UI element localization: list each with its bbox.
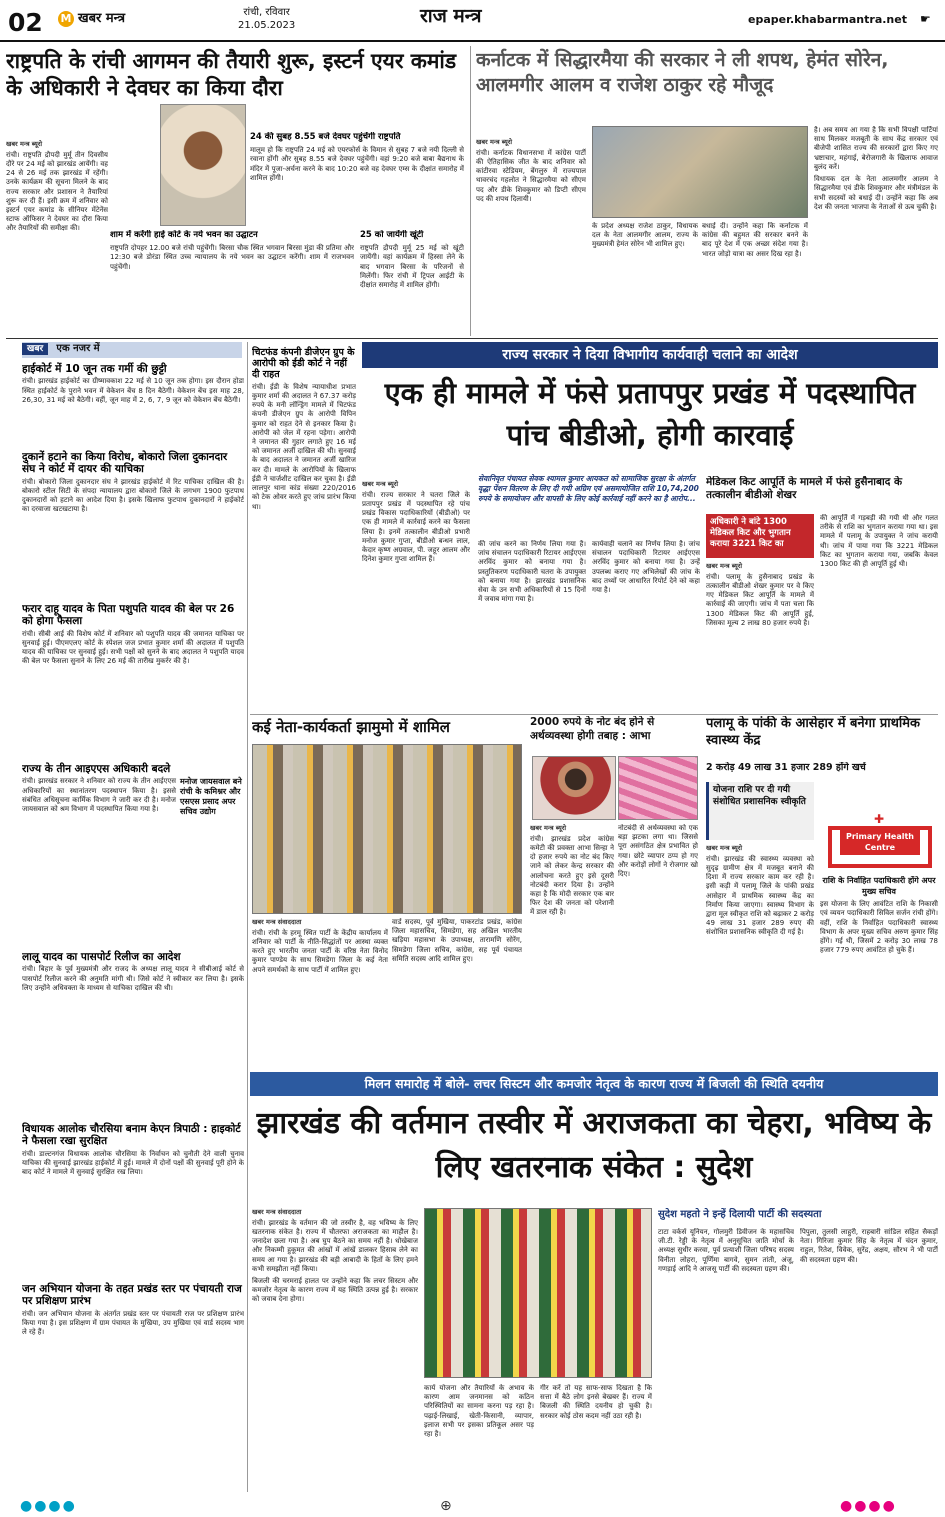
brief-title: लालू यादव का पासपोर्ट रिलीज का आदेश xyxy=(22,951,181,963)
medical-col1 xyxy=(706,562,814,712)
sudesh-subhead-box xyxy=(658,1208,938,1226)
sudesh-headline-box xyxy=(250,1102,938,1198)
jmm-col2-text: वार्ड सदस्य, पूर्व मुखिया, पाकरटांड प्रखंड, कांग्रेस जिला महासचिव, सिमडेगा, सह अखिल भारतीय खड़िया महासभा के उपाध्यक्ष, तारामणि सोरेंग, सिमडेगा जिला सचिव, कांग्रेस, सह पूर्व पंचायत समिति सदस्य आदि शामिल हुए। xyxy=(392,918,522,963)
story1-byline: खबर मन्त्र ब्यूरो xyxy=(6,140,43,148)
masthead xyxy=(0,0,945,42)
story1-sub3-body: राष्ट्रपति द्रौपदी मुर्मू 25 मई को खूंटी जायेंगी। वहां कार्यक्रम में हिस्सा लेने के बाद भगवान बिरसा के परिजनों से मिलेंगी। फिर रांची में ट्रिपल आईटी के दीक्षांत समारोह में शामिल होंगी। xyxy=(360,244,464,290)
palamu-caption: राशि के निर्वाहित पदाधिकारी होंगे अपर मुख्य सचिव xyxy=(822,876,936,896)
brief-header-bar xyxy=(22,342,242,358)
brand-text: खबर मन्त्र xyxy=(78,11,126,26)
bdo-byline: खबर मन्त्र ब्यूरो xyxy=(362,480,399,488)
column-rule xyxy=(247,342,248,1492)
section-title: राज मन्त्र xyxy=(420,5,482,27)
story1-sub1-body: मालूम हो कि राष्ट्रपति 24 मई को एयरफोर्स के विमान से सुबह 7 बजे नयी दिल्ली से रवाना होंगी और सुबह 8.55 बजे देवघर पहुंचेंगी। वहां 9:20 बजे बाबा बैद्यनाथ के मंदिर में पूजा-अर्चना करने के बाद 10:20 बजे वह देवघर एम्स के दीक्षांत समारोह में शामिल होंगी। xyxy=(250,146,464,182)
sudesh-col2-text: कार्य योजना और तैयारियों के अभाव के कारण आम जनमानस को कठिन परिस्थितियों का सामना करना पड़ रहा है। पढ़ाई-लिखाई, खेती-किसानी, व्यापार, इलाज सभी पर इसका प्रतिकूल असर पड़ रहा है। xyxy=(424,1384,534,1439)
jmm-col1-text: रांची। रांची के हरमू स्थित पार्टी के केंद्रीय कार्यालय में शनिवार को पार्टी के नीति-सिद्धांतों पर आस्था व्यक्त करते हुए भारतीय जनता पार्टी के वरिष्ठ नेता विनोद कुमार पाण्डेय के साथ सिमडेगा जिला के कई नेता अपने समर्थकों के साथ पार्टी में शामिल हुए। xyxy=(252,928,388,974)
brief-title: फरार दाहू यादव के पिता पशुपति यादव की बेल पर 26 को होगा फैसला xyxy=(22,603,235,628)
bdo-headline-box xyxy=(362,372,938,472)
palamu-subhead: योजना राशि पर दी गयी संशोधित प्रशासनिक स्वीकृति xyxy=(706,782,814,840)
brief-body: रांची। झारखंड सरकार ने शनिवार को राज्य के तीन आईएएस अधिकारियों का स्थानांतरण पदस्थापन किया है। इससे संबंधित अधिसूचना कार्मिक विभाग ने जारी कर दी है। मनोज जायसवाल को श्रम विभाग में पदस्थापित किया गया है। xyxy=(22,777,176,814)
bdo-col3 xyxy=(592,540,700,710)
story2-col4 xyxy=(814,126,938,336)
story1-body: रांची। राष्ट्रपति द्रौपदी मुर्मू तीन दिवसीय दौरे पर 24 मई को झारखंड आयेंगी। वह 24 से 26 मई तक झारखंड में रहेंगी। उनके कार्यक्रम की सूचना मिलने के बाद राज्य सरकार और प्रशासन ने तैयारियां शुरू कर दी हैं। इसी क्रम में शनिवार को इस्टर्न एयर कमांड के सीनियर मेंटेनेंस स्टाफ ऑफिसर ने देवघर का दौरा किया और तैयारियों की समीक्षा की। xyxy=(6,150,108,233)
palamu-byline: खबर मन्त्र ब्यूरो xyxy=(706,844,743,852)
brief-item xyxy=(22,1280,244,1480)
karnataka-photo xyxy=(592,126,808,218)
bdo-headline: एक ही मामले में फंसे प्रतापपुर प्रखंड में पदस्थापित पांच बीडीओ, होगी कारवाई xyxy=(384,376,916,453)
story2-col2-text: के प्रदेश अध्यक्ष राजेश ठाकुर, विधायक दल के नेता आलमगीर आलम, राज्य के मुख्यमंत्री हेमंत सोरेन भी शामिल हुए। xyxy=(592,222,698,249)
medical-col2 xyxy=(820,514,938,712)
note2000-headline-box xyxy=(530,716,698,754)
palamu-col2 xyxy=(820,876,938,1068)
dateline xyxy=(238,6,295,32)
registration-dots: ●●●● xyxy=(20,1498,77,1514)
note2000-col1-text: रांची। झारखंड प्रदेश कांग्रेस कमेटी की प्रवक्ता आभा सिन्हा ने दो हजार रुपये का नोट बंद किए जाने को लेकर केन्द्र सरकार की आलोचना करते हुए इसे दूसरी नोटबंदी करार दिया है। उन्होंने कहा है कि मोदी सरकार एक बार फिर देश की जनता को परेशानी में डाल रही है। xyxy=(530,834,614,917)
sudesh-col5-text: पिपुला, तुलसी लाहुरी, राहबारी सांडिल सहित सैकड़ों नेता। गिरिजा कुमार सिंह के नेतृत्व में चंदन कुमार, राहुल, रितेश, विवेक, सुरेंद्र, अक्षय, सौरभ ने भी पार्टी की सदस्यता ग्रहण की। xyxy=(800,1228,938,1264)
dateline-city: रांची, रविवार xyxy=(243,7,290,18)
brief-item xyxy=(22,760,244,948)
brief-item xyxy=(22,1120,244,1280)
brief-body: रांची। सीबी आई की विशेष कोर्ट में शनिवार को पशुपति यादव की जमानत याचिका पर सुनवाई हुई। पीएमएलए कोर्ट के स्पेशल जज प्रभात कुमार शर्मा की अदालत में पशुपति यादव की याचिका पर सुनवाई हुई। सभी पक्षों को सुनने के बाद अदालत ने पशुपति यादव की बेल पर फैसला सुनाने के लिए 26 मई की तारीख मुकर्रर की है। xyxy=(22,629,244,666)
palamu-col1 xyxy=(706,844,814,1068)
note2000-col1 xyxy=(530,824,614,1068)
sudesh-col3 xyxy=(540,1384,652,1496)
brief-item xyxy=(22,948,244,1120)
story2-byline: खबर मन्त्र ब्यूरो xyxy=(476,138,513,146)
chitfund-story xyxy=(252,344,356,724)
brand-name xyxy=(58,10,125,27)
palamu-amount: 2 करोड़ 49 लाख 31 हजार 289 होंगे खर्च xyxy=(706,762,866,773)
registration-dots: ●●●● xyxy=(840,1498,897,1514)
story2-col1-text: रांची। कर्नाटक विधानसभा में कांग्रेस पार्टी की ऐतिहासिक जीत के बाद शनिवार को कांटीरवा स्टेडियम, बेंगलुरु में राज्यपाल थावरचंद गहलोत ने सिद्धारमैया को सीएम पद और डीके शिवकुमार को डिप्टी सीएम पद की शपथ दिलायी। xyxy=(476,148,586,203)
bdo-col2-text: की जांच करने का निर्णय लिया गया है। जांच संचालन पदाधिकारी रिटायर आईएएस अरविंद कुमार को बनाया गया है। प्रस्तुतिकरण पदाधिकारी चतरा के उपायुक्त को बनाया गया है। झारखंड प्रशासनिक सेवा के उन सभी अधिकारियों से 15 दिनों में जवाब मांगा गया है। xyxy=(478,540,586,604)
sudesh-banner: मिलन समारोह में बोले- लचर सिस्टम और कमजोर नेतृत्व के कारण राज्य में बिजली की स्थिति दयनीय xyxy=(250,1072,938,1096)
story2-headline-box xyxy=(476,48,938,122)
brief-sidebar-note: मनोज जायसवाल बने रांची के कमिश्नर और एसएस प्रसाद अपर सचिव उद्योग xyxy=(180,777,242,817)
sudesh-headline: झारखंड की वर्तमान तस्वीर में अराजकता का चेहरा, भविष्य के लिए खतरनाक संकेत : सुदेश xyxy=(256,1106,932,1185)
brief-title: हाईकोर्ट में 10 जून तक गर्मी की छुट्टी xyxy=(22,363,167,375)
currency-notes-photo xyxy=(618,756,698,820)
palamu-headline: पलामू के पांकी के आसेहार में बनेगा प्राथमिक स्वास्थ्य केंद्र xyxy=(706,716,921,748)
sudesh-col4 xyxy=(658,1228,794,1496)
note2000-col2 xyxy=(618,824,698,1068)
note2000-headline: 2000 रुपये के नोट बंद होने से अर्थव्यवस्था होगी तबाह : आभा xyxy=(530,716,655,742)
story2-col4b-text: विधायक दल के नेता आलमगीर आलम ने सिद्धारमैया एवं डीके शिवकुमार और मंत्रीमंडल के सभी सदस्यों को बधाई दी। उन्होंने कहा कि अब देश की जनता भाजपा के नेताओं से ऊब चुकी है। xyxy=(814,175,938,211)
brief-header-title: एक नजर में xyxy=(56,343,100,354)
sudesh-subhead: सुदेश महतो ने इन्हें दिलायी पार्टी की सदस्यता xyxy=(658,1209,822,1220)
sudesh-col4-text: टाटा वर्कर्स यूनियन, गोलमुरी डिवीजन के महासचिव जी.टी. रेड्डी के नेतृत्व में अनुसूचित जाति मोर्चा के अध्यक्ष सुधीर करवा, पूर्व प्रत्याशी जिला परिषद सदस्य विनीता लोहरा, पूर्णिमा बागवे, सुमन तांती, अंजू, गणड़ाई आदि ने आजसू पार्टी की सदस्यता ग्रहण की। xyxy=(658,1228,794,1273)
sudesh-col1 xyxy=(252,1208,418,1496)
story1-subhead3: 25 को जायेंगी खूंटी xyxy=(360,230,424,240)
sudesh-group-photo xyxy=(424,1208,652,1378)
chitfund-headline: चिटफंड कंपनी डीजेएन ग्रुप के आरोपी को ईडी कोर्ट ने नहीं दी राहत xyxy=(252,347,355,381)
medical-byline: खबर मन्त्र ब्यूरो xyxy=(706,562,743,570)
section-rule xyxy=(6,338,938,339)
sudesh-byline: खबर मन्त्र संवाददाता xyxy=(252,1208,302,1216)
sudesh-col6-text: बिजली की चरमराई हालत पर उन्होंने कहा कि लचर सिस्टम और कमजोर नेतृत्व के कारण राज्य में यह स्थिति उत्पन्न हुई है। सरकार को जवाब देना होगा। xyxy=(252,1276,418,1304)
jmm-col1 xyxy=(252,918,388,1068)
jmm-byline: खबर मन्त्र संवाददाता xyxy=(252,918,302,926)
column-rule xyxy=(470,46,471,336)
brief-item xyxy=(22,600,244,760)
brief-body: रांची। झारखंड हाईकोर्ट का ग्रीष्मावकाश 22 मई से 10 जून तक होगा। इस दौरान होडा स्थित हाईकोर्ट के पुराने भवन में वेकेशन बेंच 8 दिन बैठेगी। वेकेशन बेंच इस माह 28, 26,30, 31 मई को बैठेगी। वहीं, जून माह में 2, 6, 7, 9 जून को वेकेशन बेंच बैठेगी। xyxy=(22,377,244,404)
chitfund-body: रांची। ईडी के विशेष न्यायाधीश प्रभात कुमार शर्मा की अदालत ने 67.37 करोड़ रुपये के मनी लॉन्ड्रिंग मामले में चिटफंड कंपनी डीजेएन ग्रुप के आरोपी विपिन कुमार को राहत देने से इनकार किया है। आरोपी को जेल में रहना पड़ेगा। आरोपी ने जमानत की गुहार लगाते हुए 16 मई को जमानत अर्जी दाखिल की थी। सुनवाई के बाद अदालत ने जमानत अर्जी खारिज कर दी। मामले के आरोपियों के खिलाफ ईडी ने चार्जशीट दाखिल कर चुका है। ईडी लालपुर थाना कांड संख्या 220/2016 को टेक ओवर करते हुए जांच प्रारंभ किया था। xyxy=(252,382,356,511)
phc-sign xyxy=(822,812,938,872)
jmm-headline-box xyxy=(252,718,522,740)
medical-headline: मेडिकल किट आपूर्ति के मामले में फंसे हुसैनाबाद के तत्कालीन बीडीओ शेखर xyxy=(706,476,903,502)
brief-body: रांची। बोकारो जिला दुकानदार संघ ने झारखंड हाईकोर्ट में रिट याचिका दाखिल की है। बोकारो स्टील सिटी के संपदा न्यायालय द्वारा बोकारो जिले के लगभग 1900 फुटपाथ दुकानदारों को हटाने का आदेश दिया है। इसके खिलाफ फुटपाथ दुकानदारों ने हाईकोर्ट का दरवाजा खटखटाया है। xyxy=(22,477,244,514)
note2000-col2-text: नोटबंदी से अर्थव्यवस्था को एक बड़ा झटका लगा था। जिससे पूरा असंगठित क्षेत्र प्रभावित हो गया। छोटे व्यापार ठप्प हो गए और करोड़ों लोगों ने रोजगार खो दिए। xyxy=(618,824,698,879)
sudesh-col5 xyxy=(800,1228,938,1496)
bdo-deck: सेवानिवृत पंचायत सेवक श्यामल कुमार आयकत को सामाजिक सुरक्षा के अंतर्गत वृद्धा पेंशन वितरण के लिए दी गयी अग्रिम एवं असमायोजित राशि 10,74,200 रुपये के समायोजन और वापसी के लिए कोई कार्रवाई नहीं करने का है आरोप... xyxy=(478,474,699,504)
red-cross-icon: ✚ xyxy=(874,812,885,826)
sudesh-col2 xyxy=(424,1384,534,1496)
bdo-col1-text: रांची। राज्य सरकार ने चतरा जिले के प्रतापपुर प्रखंड में पदस्थापित रहे पांच प्रखंड विकास पदाधिकारियों (बीडीओ) पर एक ही मामले में कार्रवाई करने का फैसला लिया है। इनमें तत्कालीन बीडीओ प्रभारी मनोज कुमार गुप्ता, बीडीओ बन्धन लाल, केदार कृष्ण अग्रवाल, पी. जहूर आलम और दिनेश कुमार गुप्ता शामिल हैं। xyxy=(362,490,470,564)
story2-headline: कर्नाटक में सिद्धारमैया की सरकार ने ली शपथ, हेमंत सोरेन, आलमगीर आलम व राजेश ठाकुर रहे मौजूद xyxy=(476,49,889,96)
palamu-headline-box xyxy=(706,716,938,760)
sudesh-col3-text: गीर करें तो यह साफ-साफ दिखता है कि सत्ता में बैठे लोग इनसे बेखबर हैं। राज्य में बिजली की स्थिति दयनीय हो चुकी है। सरकार कोई ठोस कदम नहीं उठा रही है। xyxy=(540,1384,652,1420)
story2-col3 xyxy=(702,222,808,336)
brief-title: दुकानें हटाने का किया विरोध, बोकारो जिला दुकानदार संघ ने कोर्ट में दायर की याचिका xyxy=(22,451,228,476)
m-logo-icon: M xyxy=(58,11,74,27)
story1-subhead1: 24 की सुबह 8.55 बजे देवघर पहुंचेंगी राष्ट्रपति xyxy=(250,132,401,142)
palamu-col1-text: रांची। झारखंड की स्वास्थ्य व्यवस्था को सुदृढ़ ग्रामीण क्षेत्र में मजबूत बनाने की दिशा में राज्य सरकार काम कर रही है। इसी कड़ी में पलामू जिले के पांकी प्रखंड आसेहार में प्राथमिक स्वास्थ्य केंद्र का निर्माण किया जाएगा। स्वास्थ्य विभाग के द्वारा मूल स्वीकृत राशि को बढ़ाकर 2 करोड़ 49 लाख 31 हजार 289 रुपए की संशोधित प्रशासनिक स्वीकृति दी गई है। xyxy=(706,854,814,937)
page-number: 02 xyxy=(8,8,43,37)
story2-col3-text: बधाई दी। उन्होंने कहा कि कर्नाटक में कांग्रेस की बहुमत की सरकार बनने के बाद पूरे देश में एक अच्छा संदेश गया है। भारत जोड़ो यात्रा का असर दिख रहा है। xyxy=(702,222,808,258)
palamu-col2-text: इस योजना के लिए आवंटित राशि के निकासी एवं व्ययन पदाधिकारी सिविल सर्जन रांची होंगे। वहीं, राशि के निर्वाहित पदाधिकारी स्वास्थ्य विभाग के अपर मुख्य सचिव अरुण कुमार सिंह होंगे। गई थी, जिसमें 2 करोड़ 30 लाख 78 हजार 779 रुपए आवंटित हो चुके हैं। xyxy=(820,900,938,955)
bdo-banner: राज्य सरकार ने दिया विभागीय कार्यवाही चलाने का आदेश xyxy=(362,342,938,368)
dateline-date: 21.05.2023 xyxy=(238,20,296,31)
section-rule xyxy=(250,714,938,715)
jmm-group-photo xyxy=(252,744,522,914)
story1-subhead2: शाम में करेंगी हाई कोर्ट के नये भवन का उद्घाटन xyxy=(110,230,258,240)
sudesh-col1-text: रांची। झारखंड के वर्तमान की जो तस्वीर है, वह भविष्य के लिए खतरनाक संकेत है। राज्य में चौतरफा अराजकता का माहौल है। जनादेश छला गया है। अब घुप बैठने का समय नहीं है। धोखेबाज और निकम्मी हुकूमत की आंखों में आंखें डालकर हिसाब लेने का समय आ गया है। झारखंड की बड़ी आबादी के हितों के लिए हमने कभी समझौता नहीं किया। xyxy=(252,1218,418,1273)
brief-body: रांची। बिहार के पूर्व मुख्यमंत्री और राजद के अध्यक्ष लालू यादव ने सीबीआई कोर्ट से पासपोर्ट रिलीज करने की अनुमति मांगी थी। जिसे कोर्ट ने स्वीकार कर लिया है। इसके लिए उन्होंने अधिवक्ता के माध्यम से याचिका दाखिल की थी। xyxy=(22,965,244,992)
medical-headline-box xyxy=(706,476,938,508)
epaper-url[interactable]: epaper.khabarmantra.net xyxy=(748,13,907,26)
medical-col2-text: की आपूर्ति में गड़बड़ी की गयी थी और गलत तरीके से राशि का भुगतान कराया गया था। इस मामले में पलामू के उपायुक्त ने जांच करायी थी। जांच में पाया गया कि 3221 मेडिकल किट का भुगतान कराया गया, जबकि केवल 1300 किट की ही आपूर्ति हुई थी। xyxy=(820,514,938,569)
brief-body: रांची। डाल्टनगंज विधायक आलोक चौरसिया के निर्वाचन को चुनौती देने वाली चुनाव याचिका की सुनवाई झारखंड हाईकोर्ट में हुई। मामले में दोनों पक्षों की सुनवाई पूरी होने के बाद कोर्ट ने मामले में सुनवाई सुरक्षित रख लिया। xyxy=(22,1149,244,1177)
story2-col1 xyxy=(476,138,586,336)
jmm-headline: कई नेता-कार्यकर्ता झामुमो में शामिल xyxy=(252,718,450,736)
story2-col4-text: है। अब समय आ गया है कि सभी विपक्षी पार्टियां साथ मिलकर मजबूती के साथ केंद्र सरकार एवं बीजेपी शासित राज्य की सरकारों द्वारा किए गए भ्रष्टाचार, महंगाई, बेरोजगारी के खिलाफ आवाज बुलंद करें। xyxy=(814,126,938,171)
note2000-byline: खबर मन्त्र ब्यूरो xyxy=(530,824,567,832)
story1-sub2-body: राष्ट्रपति दोपहर 12.00 बजे रांची पहुंचेंगी। बिरसा चौक स्थित भगवान बिरसा मुंडा की प्रतिमा और 12:30 बजे डोरंडा स्थित उच्च न्यायालय के नये भवन का उद्घाटन करेंगी। शाम में राजभवन पहुंचेंगी। xyxy=(110,244,354,271)
briefs-column xyxy=(22,360,244,1495)
bdo-col2 xyxy=(478,540,586,710)
brief-header-label: खबर xyxy=(22,343,48,355)
bdo-col1 xyxy=(362,480,470,710)
bdo-col3-text: कार्यवाही चलाने का निर्णय लिया है। जांच संचालन पदाधिकारी रिटायर आईएएस अरविंद कुमार को बनाया गया है। उन्हें उपलब्ध कराए गए अभिलेखों की जांच के बाद तथ्यों पर आधारित रिपोर्ट देने को कहा गया है। xyxy=(592,540,700,595)
brief-item xyxy=(22,448,244,600)
brief-body: रांची। जन अभियान योजना के अंतर्गत प्रखंड स्तर पर पंचायती राज पर प्रशिक्षण प्रारंभ किया गया है। इस प्रशिक्षण में ग्राम पंचायत के मुखिया, उप मुखिया एवं वार्ड सदस्य भाग ले रहे हैं। xyxy=(22,1309,244,1337)
registration-target-icon: ⊕ xyxy=(440,1498,454,1514)
brief-item xyxy=(22,360,244,448)
abha-photo xyxy=(532,756,616,820)
president-photo xyxy=(160,104,246,226)
brief-title: जन अभियान योजना के तहत प्रखंड स्तर पर पंचायती राज पर प्रशिक्षण प्रारंभ xyxy=(22,1283,242,1308)
medical-red-box: अधिकारी ने बांटे 1300 मेडिकल किट और भुगतान कराया 3221 किट का xyxy=(706,514,814,558)
brief-title: राज्य के तीन आइएएस अधिकारी बदले xyxy=(22,763,171,775)
brief-title: विधायक आलोक चौरसिया बनाम केएन त्रिपाठी : हाइकोर्ट ने फैसला रखा सुरक्षित xyxy=(22,1123,241,1148)
phc-sign-text: Primary Health Centre xyxy=(840,830,920,855)
medical-col1-text: रांची। पलामू के हुसैनाबाद प्रखंड के तत्कालीन बीडीओ शेखर कुमार पर वे किए गए मेडिकल किट आपूर्ति के मामले में कार्रवाई की जाएगी। जांच में पता चला कि 1300 मेडिकल किट की आपूर्ति हुई, जिसका मूल्य 2 लाख 80 हजार रुपये है। xyxy=(706,572,814,627)
story1-headline: राष्ट्रपति के रांची आगमन की तैयारी शुरू, इस्टर्न एयर कमांड के अधिकारी ने देवघर का किया दौरा xyxy=(6,49,457,100)
hand-cursor-icon: ☛ xyxy=(920,12,931,26)
jmm-col2 xyxy=(392,918,522,1068)
story2-col2 xyxy=(592,222,698,336)
